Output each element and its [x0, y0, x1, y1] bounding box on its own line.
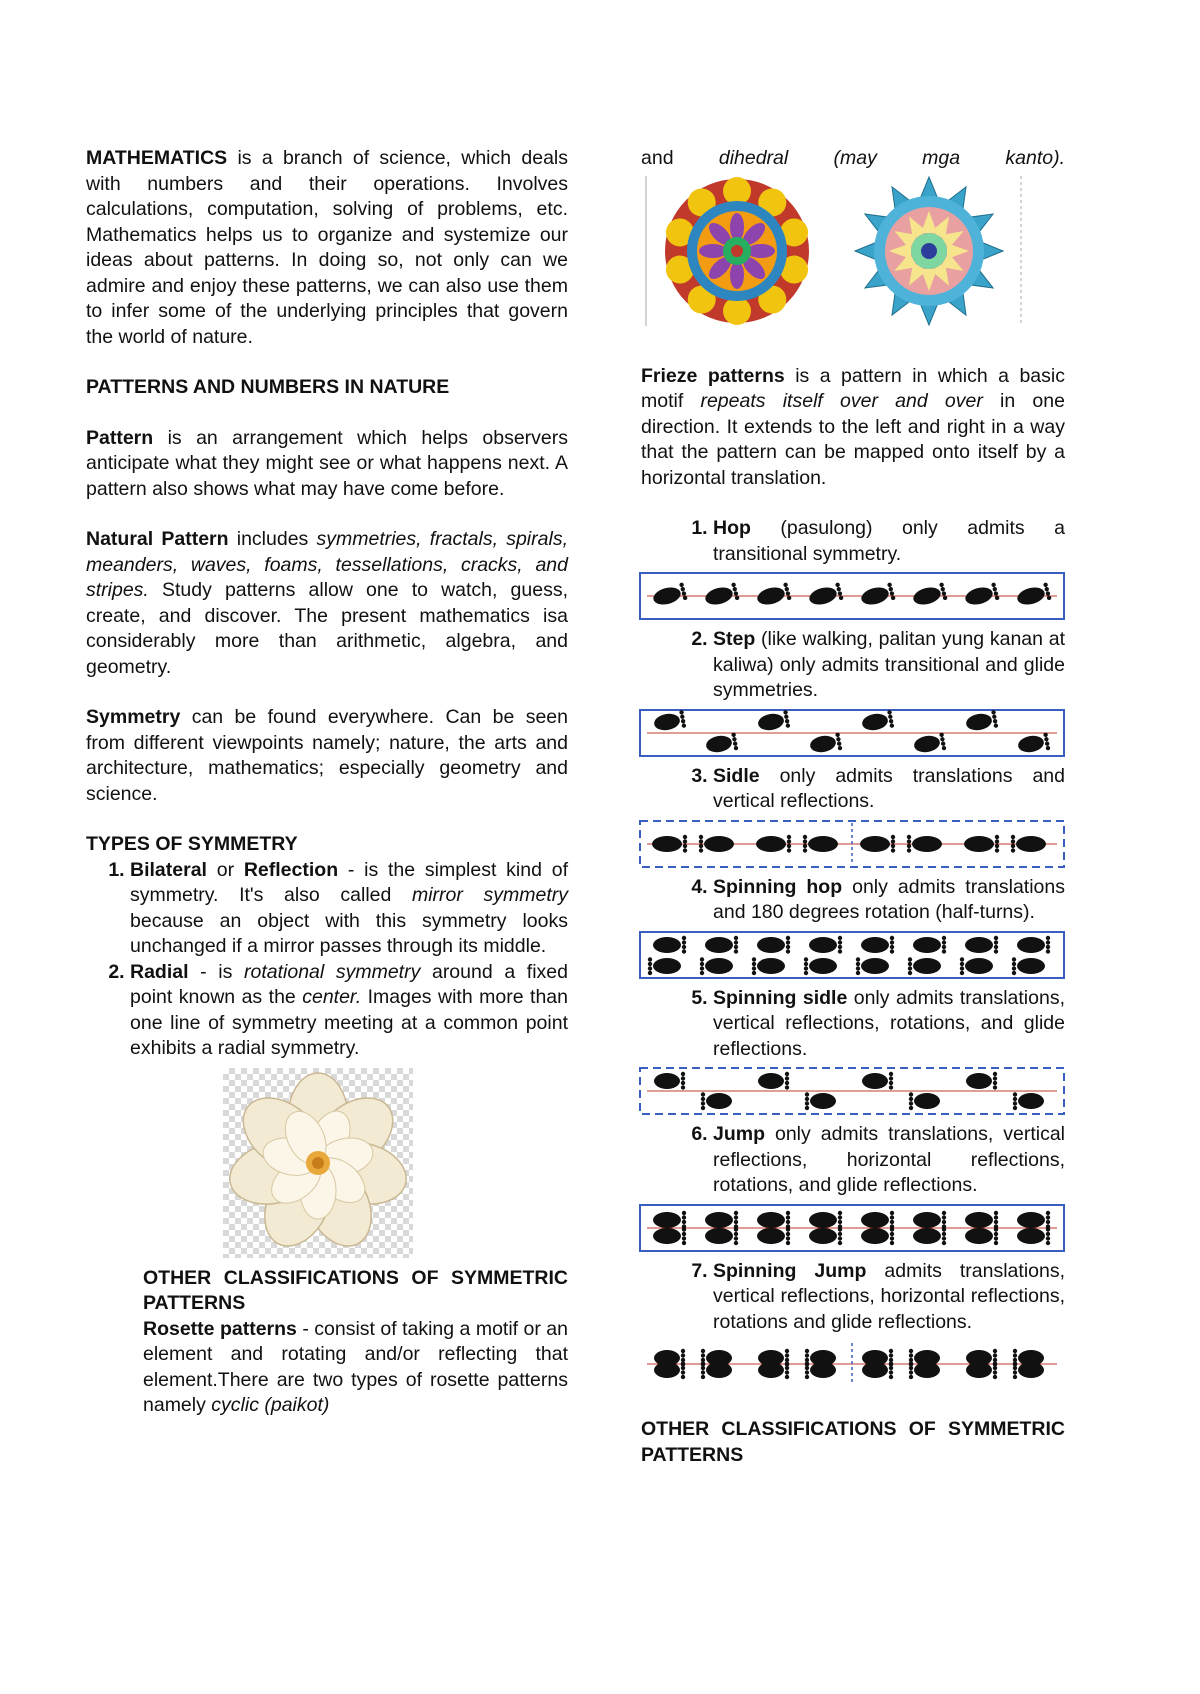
footprint-icon: [705, 1210, 738, 1228]
footprint-icon: [653, 1210, 686, 1228]
footprint-icon: [1017, 935, 1050, 953]
rosette-paragraph: [143, 1317, 568, 1419]
frieze-types-list: [641, 516, 1065, 567]
footprint-icon: [861, 935, 894, 953]
jump-strip: [639, 1203, 1065, 1253]
cyclic-rosette-icon: [645, 176, 825, 326]
spinning-sidle-strip: [639, 1066, 1065, 1116]
list-item-hop: [713, 516, 1065, 567]
term-reflection: Reflection: [243, 858, 339, 881]
radial-text-3: Images with more than one line of symmetry meeting at a common point exhibits a radial symmetry.: [130, 986, 568, 1059]
radial-text-2: around a fixed point known as the: [130, 960, 568, 1008]
strip-frame: [640, 932, 1064, 978]
footprint-icon: [805, 1092, 836, 1110]
pattern-text: is an arrangement which helps observers anticipate what they might see or what happens next. A pattern also shows what may have come before.: [86, 426, 568, 500]
term-symmetry: Symmetry: [86, 706, 181, 728]
footprint-icon: [701, 1092, 732, 1110]
flower-image: [223, 1068, 413, 1258]
rosette-text: - consist of taking a motif or an element and rotating and/or reflecting that element.There are two types of rosette patterns namely: [143, 1317, 568, 1416]
other-classifications-heading-right: OTHER CLASSIFICATIONS OF SYMMETRIC PATTERNS: [641, 1418, 1065, 1466]
list-item-sidle: [713, 764, 1065, 815]
footprint-icon: [963, 582, 1000, 608]
flower-icon: [223, 1068, 413, 1258]
list-item-bilateral: [130, 858, 568, 960]
footprint-icon: [913, 935, 946, 953]
footprint-icon: [965, 709, 999, 732]
footprint-icon: [705, 732, 739, 755]
other-classifications-heading-left: OTHER CLASSIFICATIONS OF SYMMETRIC PATTERNS: [143, 1266, 568, 1314]
radial-text-1: - is: [188, 960, 244, 983]
term-pattern: Pattern: [86, 426, 154, 449]
footprint-icon: [653, 1227, 686, 1245]
footprint-icon: [755, 582, 792, 608]
term-spinning-jump: Spinning Jump: [713, 1259, 867, 1282]
footprint-icon: [809, 1227, 842, 1245]
footprint-icon: [757, 1227, 790, 1245]
footprint-icon: [909, 1092, 940, 1110]
footprint-icon: [861, 709, 895, 732]
frieze-types-list-6: [641, 1122, 1065, 1199]
footprint-icon: [911, 582, 948, 608]
symmetry-text: can be found everywhere. Can be seen from different viewpoints namely; nature, the arts and architecture, mathematics; especially geometry and science.: [86, 706, 568, 805]
footprint-icon: [862, 1072, 893, 1090]
bilateral-text-2: because an object with this symmetry looks unchanged if a mirror passes through its middle.: [130, 909, 568, 957]
footprint-icon: [964, 834, 999, 852]
term-spinning-hop: Spinning hop: [713, 875, 843, 898]
pattern-paragraph: [86, 426, 568, 503]
natural-text-1: includes: [228, 528, 317, 550]
footprint-icon: [703, 582, 740, 608]
intro-paragraph: [86, 146, 568, 350]
term-radial: Radial: [130, 960, 189, 983]
list-item-spinning-hop: [713, 875, 1065, 926]
footprint-icon: [700, 957, 733, 975]
footprint-icon: [756, 834, 791, 852]
left-column: [86, 146, 568, 1419]
footprint-icon: [965, 1227, 998, 1245]
list-item-radial: [130, 960, 568, 1062]
sidle-strip: [639, 819, 1065, 869]
footprint-icon: [859, 582, 896, 608]
footprint-icon: [966, 1072, 997, 1090]
natural-italic: symmetries, fractals, spirals, meanders, waves, foams, tessellations, cracks, and stripes.: [86, 528, 568, 601]
frieze-types-list-5: [641, 986, 1065, 1063]
frieze-types-list-4: [641, 875, 1065, 926]
footprint-icon: [965, 935, 998, 953]
footprint-icon: [1015, 582, 1052, 608]
section-heading-patterns: PATTERNS AND NUMBERS IN NATURE: [86, 376, 450, 398]
footprint-icon: [908, 957, 941, 975]
dihedral-italic: dihedral (may mga kanto).: [718, 147, 1065, 169]
term-rosette: Rosette patterns: [143, 1317, 297, 1340]
footprint-icon: [809, 935, 842, 953]
cyclic-italic: cyclic (paikot): [211, 1394, 330, 1416]
hop-text: (pasulong) only admits a transitional symmetry.: [713, 517, 1065, 565]
footprint-icon: [757, 935, 790, 953]
spinning-hop-text: only admits translations and 180 degrees rotation (half-turns).: [713, 875, 1065, 923]
footprint-icon: [705, 1227, 738, 1245]
list-item-jump: [713, 1122, 1065, 1199]
footprint-icon: [907, 834, 942, 852]
frieze-types-list-2: [641, 627, 1065, 704]
bilateral-text-1: - is the simplest kind of symmetry. It's also called: [130, 858, 568, 906]
list-item-spinning-jump: [713, 1259, 1065, 1336]
footprint-icon: [648, 957, 681, 975]
intro-text: is a branch of science, which deals with numbers and their operations. Involves calculations, computation, solving of problems, etc. Mathematics helps us to organize and systemize our ideas about patterns. In doing so, not only can we admire and enjoy these patterns, we can also use them to infer some of the underlying principles that govern the world of nature.: [86, 147, 568, 348]
spinning-jump-text: admits translations, vertical reflections, horizontal reflections, rotations and glide reflections.: [713, 1259, 1066, 1333]
and-text: and: [641, 147, 719, 169]
natural-pattern-paragraph: [86, 527, 568, 680]
rotational-symmetry-italic: rotational symmetry: [244, 960, 421, 983]
jump-text: only admits translations, vertical reflections, horizontal reflections, rotations, and glide reflections.: [713, 1123, 1065, 1196]
term-sidle: Sidle: [713, 764, 760, 787]
footprint-icon: [807, 582, 844, 608]
rosette-images: [645, 176, 1065, 326]
frieze-types-list-7: [641, 1259, 1065, 1336]
footprint-icon: [1017, 732, 1051, 755]
frieze-text-2: in one direction. It extends to the left and right in a way that the pattern can be mapped onto itself by a horizontal translation.: [641, 390, 1065, 489]
list-item-spinning-sidle: [713, 986, 1065, 1063]
footprint-icon: [705, 935, 738, 953]
footprint-icon: [1011, 834, 1046, 852]
term-frieze: Frieze patterns: [641, 364, 785, 387]
center-italic: center.: [302, 986, 362, 1008]
footprint-icon: [809, 1210, 842, 1228]
footprint-icon: [860, 834, 895, 852]
footprint-icon: [758, 1072, 789, 1090]
footprint-icon: [1012, 957, 1045, 975]
term-hop: Hop: [713, 517, 751, 539]
rosette-continued: [641, 146, 1065, 172]
symmetry-paragraph: [86, 705, 568, 807]
term-mathematics: MATHEMATICS: [86, 147, 228, 169]
right-column: [641, 146, 1065, 1468]
footprint-icon: [653, 709, 687, 732]
step-text: (like walking, palitan yung kanan at kaliwa) only admits transitional and glide symmetries.: [713, 628, 1065, 701]
footprint-icon: [1017, 1227, 1050, 1245]
footprint-icon: [913, 732, 947, 755]
footprint-icon: [803, 834, 838, 852]
term-spinning-sidle: Spinning sidle: [713, 986, 848, 1009]
frieze-types-list-3: [641, 764, 1065, 815]
footprint-icon: [856, 957, 889, 975]
footprint-icon: [699, 834, 734, 852]
footprint-icon: [861, 1227, 894, 1245]
footprint-icon: [1017, 1210, 1050, 1228]
spinning-hop-strip: [639, 930, 1065, 980]
footprint-icon: [861, 1210, 894, 1228]
list-item-step: [713, 627, 1065, 704]
footprint-icon: [651, 582, 688, 608]
footprint-icon: [654, 1072, 685, 1090]
frieze-text-1: is a pattern in which a basic motif: [641, 364, 1065, 412]
natural-text-2: Study patterns allow one to watch, guess, create, and discover. The present mathematics isa considerably more than arithmetic, algebra, and geometry.: [86, 579, 568, 678]
repeats-italic: repeats itself over and over: [700, 390, 983, 412]
hop-strip: [639, 571, 1065, 621]
symmetry-types-list: [86, 858, 568, 1062]
spinning-jump-strip: [639, 1339, 1065, 1389]
other-classifications-block: [143, 1266, 568, 1419]
term-jump: Jump: [713, 1123, 766, 1145]
footprint-icon: [1013, 1092, 1044, 1110]
footprint-icon: [757, 709, 791, 732]
footprint-icon: [913, 1227, 946, 1245]
spinning-sidle-text: only admits translations, vertical reflections, rotations, and glide reflections.: [713, 986, 1065, 1060]
term-step: Step: [713, 628, 756, 650]
footprint-icon: [652, 834, 687, 852]
mirror-symmetry-italic: mirror symmetry: [411, 884, 568, 906]
step-strip: [639, 708, 1065, 758]
footprint-icon: [809, 732, 843, 755]
term-natural-pattern: Natural Pattern: [86, 528, 229, 550]
term-bilateral: Bilateral: [130, 858, 207, 881]
or-text: or: [206, 858, 244, 881]
sidle-text: only admits translations and vertical reflections.: [713, 764, 1065, 812]
footprint-icon: [965, 1210, 998, 1228]
footprint-icon: [653, 935, 686, 953]
types-of-symmetry-heading: TYPES OF SYMMETRY: [86, 833, 298, 855]
footprint-icon: [757, 1210, 790, 1228]
dihedral-rosette-icon: [837, 176, 1023, 326]
footprint-icon: [960, 957, 993, 975]
frieze-paragraph: [641, 364, 1065, 492]
footprint-icon: [752, 957, 785, 975]
footprint-icon: [913, 1210, 946, 1228]
footprint-icon: [804, 957, 837, 975]
